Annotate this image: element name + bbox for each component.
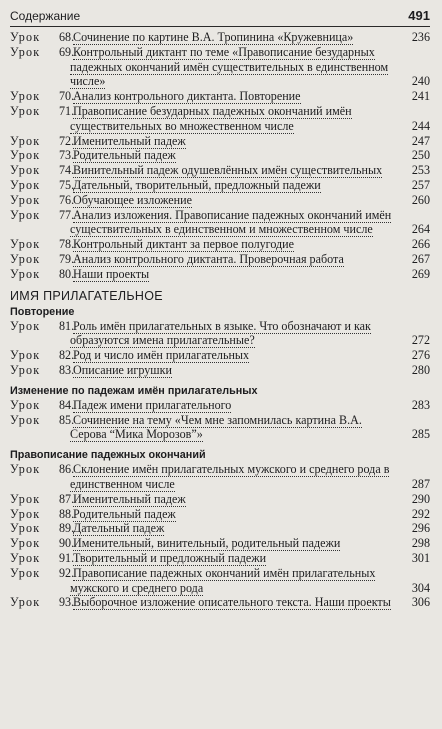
toc-entry: [10, 348, 430, 363]
entry-label: Урок: [10, 565, 41, 580]
header-title: Содержание: [10, 9, 81, 23]
entry-page: 276: [411, 348, 430, 363]
entry-page: 266: [411, 237, 430, 252]
toc-entry: [10, 492, 430, 507]
entry-number: 75.: [59, 177, 75, 192]
entry-label: Урок: [10, 595, 41, 610]
entry-label: Урок: [10, 550, 41, 565]
entry-label: Урок: [10, 521, 41, 536]
toc-entry: [10, 267, 430, 282]
entry-text: Описание игрушки: [73, 362, 172, 377]
page-header: [10, 0, 430, 27]
entry-page: 298: [411, 536, 430, 551]
entry-label: Урок: [10, 251, 41, 266]
entry-page: 260: [411, 192, 430, 207]
subsection-heading: Правописание падежных окончаний: [10, 449, 206, 462]
entry-number: 77.: [59, 207, 75, 222]
toc-entry: [10, 104, 430, 134]
entry-label: Урок: [10, 133, 41, 148]
entry-page: 253: [411, 163, 430, 178]
entry-text: Контрольный диктант за первое полугодие: [73, 237, 295, 252]
entry-number: 85.: [59, 412, 75, 427]
subsection-heading: Повторение: [10, 305, 75, 318]
entry-page: 236: [411, 30, 430, 44]
entry-page: 290: [411, 491, 430, 506]
entry-label: Урок: [10, 30, 41, 44]
entry-page: 250: [411, 148, 430, 163]
entry-text: Сочинение на тему «Чем мне запомнилась картина В.А. Серова “Мика Морозов”»: [70, 412, 362, 442]
entry-text: Правописание падежных окончаний имён прилагательных мужского и среднего рода: [70, 565, 376, 595]
toc-block-endings: [10, 462, 430, 610]
toc-entry: [10, 193, 430, 208]
entry-label: Урок: [10, 192, 41, 207]
header-page-number: 491: [408, 8, 430, 23]
entry-text: Именительный, винительный, родительный падежи: [73, 536, 341, 551]
entry-number: 70.: [59, 89, 75, 104]
entry-label: Урок: [10, 103, 41, 118]
entry-text: Контрольный диктант по теме «Правописание безударных падежных окончаний имён существительных в единственном числе»: [70, 44, 389, 89]
toc-block-repetition: [10, 319, 430, 378]
entry-text: Именительный падеж: [73, 133, 186, 148]
entry-label: Урок: [10, 318, 41, 333]
entry-number: 82.: [59, 348, 75, 363]
entry-text: Родительный падеж: [73, 148, 176, 163]
entry-number: 81.: [59, 318, 75, 333]
toc-entry: [10, 45, 430, 89]
entry-label: Урок: [10, 44, 41, 59]
entry-number: 69.: [59, 44, 75, 59]
entry-text: Анализ контрольного диктанта. Повторение: [73, 89, 301, 104]
entry-number: 93.: [59, 595, 75, 610]
entry-number: 72.: [59, 133, 75, 148]
entry-number: 83.: [59, 362, 75, 377]
toc-entry: [10, 413, 430, 443]
entry-page: 285: [411, 427, 430, 442]
entry-page: 287: [411, 476, 430, 491]
toc-entry: [10, 208, 430, 238]
toc-entry: [10, 521, 430, 536]
entry-number: 88.: [59, 506, 75, 521]
entry-text: Дательный падеж: [73, 521, 165, 536]
entry-page: 280: [411, 362, 430, 377]
entry-label: Урок: [10, 536, 41, 551]
subsection-heading: Изменение по падежам имён прилагательных: [10, 384, 258, 397]
entry-number: 90.: [59, 536, 75, 551]
toc-entry: [10, 566, 430, 596]
entry-label: Урок: [10, 266, 41, 281]
entry-number: 68.: [59, 30, 75, 44]
toc-entry: [10, 148, 430, 163]
entry-number: 91.: [59, 550, 75, 565]
entry-number: 84.: [59, 397, 75, 412]
entry-label: Урок: [10, 177, 41, 192]
entry-number: 87.: [59, 491, 75, 506]
entry-page: 240: [411, 74, 430, 89]
entry-page: 244: [411, 118, 430, 133]
entry-page: 269: [411, 266, 430, 281]
entry-label: Урок: [10, 207, 41, 222]
entry-page: 272: [411, 333, 430, 348]
entry-text: Склонение имён прилагательных мужского и среднего рода в единственном числе: [70, 462, 390, 491]
entry-text: Обучающее изложение: [73, 192, 192, 207]
entry-page: 267: [411, 251, 430, 266]
entry-number: 71.: [59, 103, 75, 118]
entry-label: Урок: [10, 163, 41, 178]
entry-label: Урок: [10, 462, 41, 477]
entry-page: 247: [411, 133, 430, 148]
toc-entry: [10, 507, 430, 522]
entry-text: Род и число имён прилагательных: [73, 348, 250, 363]
entry-text: Анализ контрольного диктанта. Проверочная работа: [73, 251, 344, 266]
entry-label: Урок: [10, 148, 41, 163]
toc-block-declension: [10, 398, 430, 442]
entry-text: Падеж имени прилагательного: [73, 397, 232, 412]
entry-text: Дательный, творительный, предложный падежи: [73, 177, 321, 192]
entry-number: 73.: [59, 148, 75, 163]
toc-entry: [10, 163, 430, 178]
toc-entry: [10, 89, 430, 104]
toc-entry: [10, 30, 430, 45]
entry-page: 301: [411, 550, 430, 565]
toc-entry: [10, 363, 430, 378]
entry-number: 92.: [59, 565, 75, 580]
entry-label: Урок: [10, 89, 41, 104]
toc-entry: [10, 134, 430, 149]
entry-text: Выборочное изложение описательного текста. Наши проекты: [73, 595, 391, 610]
entry-text: Наши проекты: [73, 266, 150, 281]
entry-number: 76.: [59, 192, 75, 207]
toc-entry: [10, 551, 430, 566]
entry-text: Правописание безударных падежных окончаний имён существительных во множественном числе: [70, 103, 352, 133]
entry-label: Урок: [10, 397, 41, 412]
entry-label: Урок: [10, 506, 41, 521]
toc-entry: [10, 595, 430, 610]
toc-entry: [10, 536, 430, 551]
entry-number: 80.: [59, 266, 75, 281]
entry-number: 89.: [59, 521, 75, 536]
entry-page: 304: [411, 580, 430, 595]
entry-page: 264: [411, 222, 430, 237]
entry-text: Винительный падеж одушевлённых имён существительных: [73, 163, 383, 178]
entry-number: 74.: [59, 163, 75, 178]
entry-text: Анализ изложения. Правописание падежных окончаний имён существительных в единственном и множественном числе: [70, 207, 392, 237]
entry-label: Урок: [10, 491, 41, 506]
entry-page: 296: [411, 521, 430, 536]
entry-text: Родительный падеж: [73, 506, 176, 521]
entry-label: Урок: [10, 362, 41, 377]
entry-page: 306: [411, 595, 430, 610]
entry-number: 86.: [59, 462, 75, 477]
toc-entry: [10, 398, 430, 413]
section-heading: ИМЯ ПРИЛАГАТЕЛЬНОЕ: [10, 288, 163, 303]
toc-entry: [10, 462, 430, 492]
entry-text: Сочинение по картине В.А. Тропинина «Кружевница»: [73, 30, 354, 44]
entry-label: Урок: [10, 412, 41, 427]
toc-entry: [10, 319, 430, 349]
entry-page: 292: [411, 506, 430, 521]
entry-page: 257: [411, 177, 430, 192]
entry-label: Урок: [10, 237, 41, 252]
toc-entry: [10, 237, 430, 252]
entry-text: Творительный и предложный падежи: [73, 550, 267, 565]
entry-label: Урок: [10, 348, 41, 363]
entry-number: 78.: [59, 237, 75, 252]
entry-number: 79.: [59, 251, 75, 266]
toc-entry: [10, 252, 430, 267]
toc-block-nouns: [10, 30, 430, 282]
toc-entry: [10, 178, 430, 193]
entry-page: 283: [411, 397, 430, 412]
entry-text: Именительный падеж: [73, 491, 186, 506]
entry-page: 241: [411, 89, 430, 104]
entry-text: Роль имён прилагательных в языке. Что обозначают и как образуются имена прилагательные?: [70, 318, 371, 348]
